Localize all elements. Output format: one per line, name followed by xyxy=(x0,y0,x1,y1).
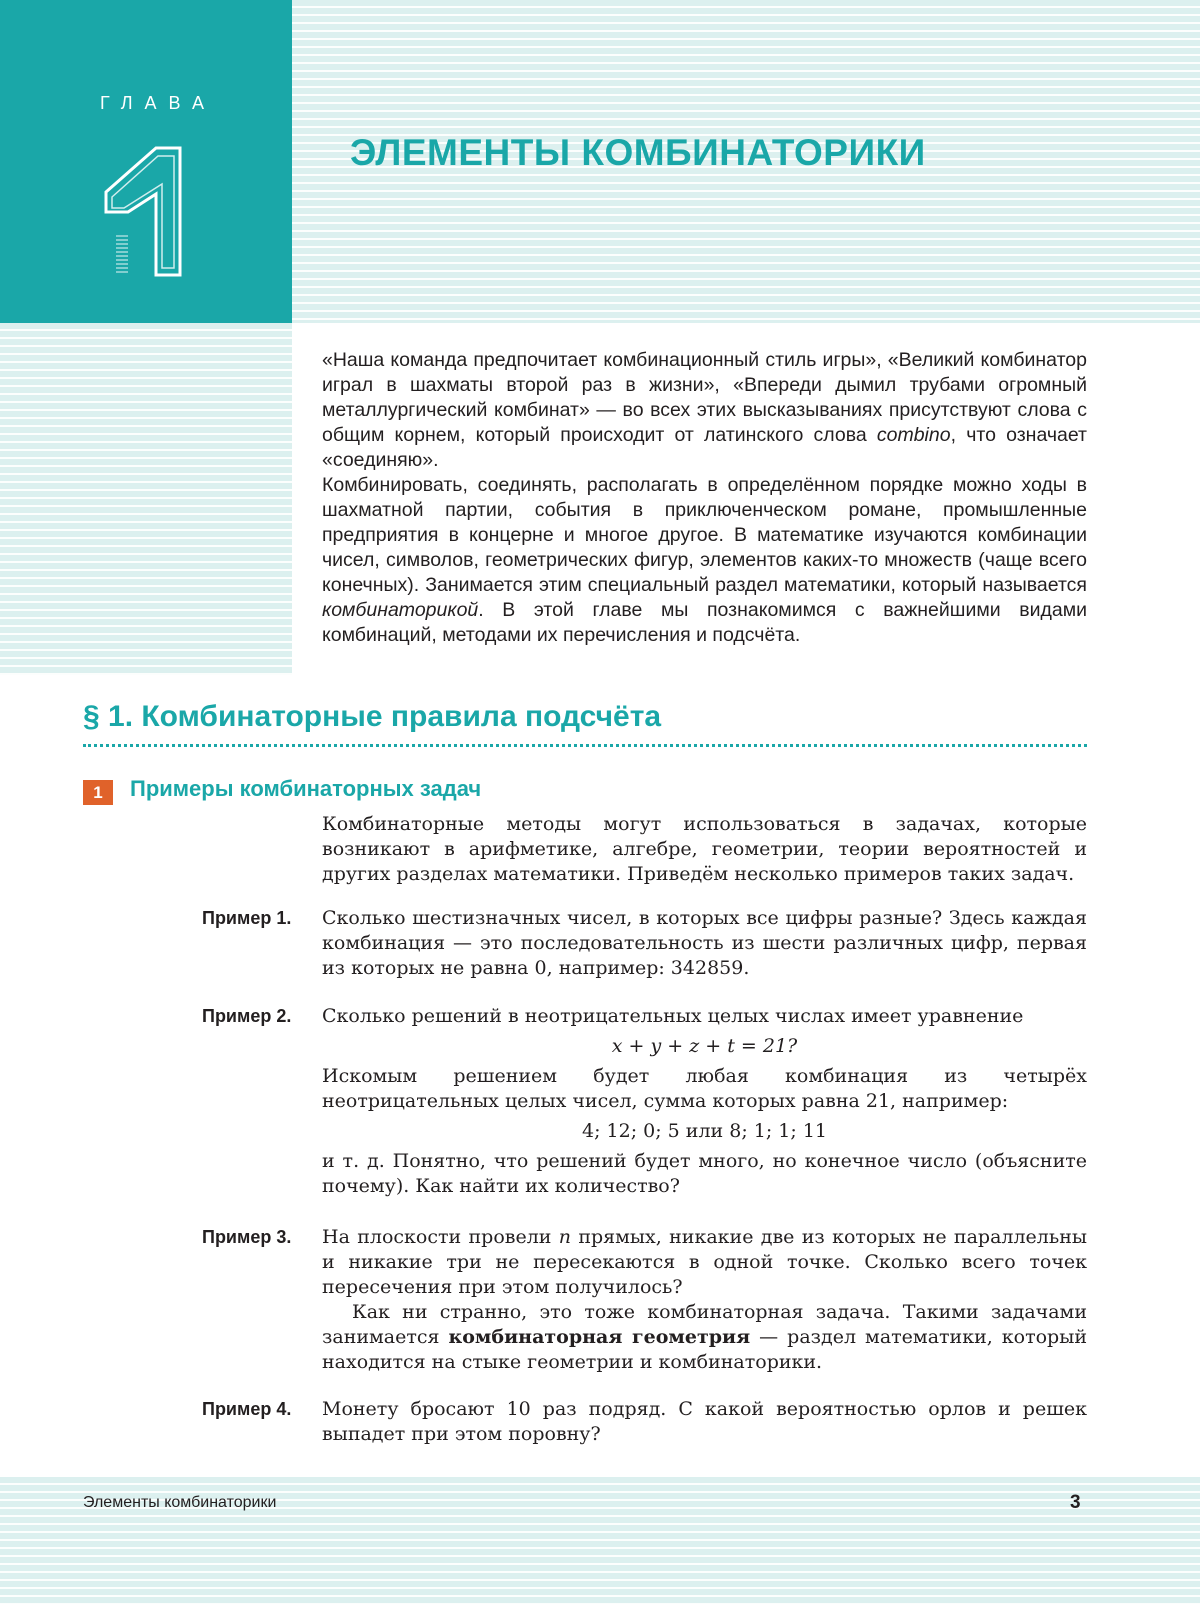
section-divider xyxy=(83,744,1087,747)
chapter-block xyxy=(0,0,292,323)
sample-solution: 4; 12; 0; 5 или 8; 1; 1; 11 xyxy=(581,1120,827,1142)
chapter-number: 1 xyxy=(144,265,155,284)
example-1-label: Пример 1. xyxy=(202,908,292,928)
example-1-text: Сколько шестизначных чисел, в которых все цифры разные? Здесь каждая комбинация — это последовательность из шести различных цифр, первая из которых не равна 0, например: 342859. xyxy=(322,907,1087,979)
example-4-label: Пример 4. xyxy=(202,1399,292,1419)
chapter-title: ЭЛЕМЕНТЫ КОМБИНАТОРИКИ xyxy=(350,132,926,173)
chapter-intro xyxy=(322,348,1087,648)
intro-paragraph-2: Комбинировать, соединять, располагать в определённом порядке можно ходы в шахматной партии, события в приключенческом романе, промышленные предприятия в концерне и многое другое. В математике изучаются комбинации чисел, символов, геометрических фигур, элементов каких-то множеств (чаще всего конечных). Занимается этим специальный раздел математики, который называется комбинаторикой. В этой главе мы познакомимся с важнейшими видами комбинаций, методами их перечисления и подсчёта. xyxy=(322,474,1087,646)
example-2-text: Сколько решений в неотрицательных целых числах имеет уравнение x + y + z + t = 21? Искомым решением будет любая комбинация из четырёх неотрицательных целых чисел, сумма которых равна 21, например: 4; 12; 0; 5 или 8; 1; 1; 11 и т. д. Понятно, что решений будет много, но конечное число (объясните почему). Как найти их количество? xyxy=(322,1005,1087,1197)
lead-paragraph: Комбинаторные методы могут использоваться в задачах, которые возникают в арифметике, алгебре, геометрии, теории вероятностей и других разделах математики. Приведём несколько примеров таких задач. xyxy=(322,813,1087,885)
example-2-label: Пример 2. xyxy=(202,1006,292,1026)
chapter-number-graphic xyxy=(94,140,194,290)
example-3-label: Пример 3. xyxy=(202,1227,292,1247)
intro-paragraph-1: «Наша команда предпочитает комбинационный стиль игры», «Великий комбинатор играл в шахматы второй раз в жизни», «Впереди дымил трубами огромный металлургический комбинат» — во всех этих высказываниях присутствуют слова с общим корнем, который происходит от латинского слова combino, что означает «соединяю». xyxy=(322,349,1087,471)
chapter-label: ГЛАВА xyxy=(100,93,216,113)
example-4-text: Монету бросают 10 раз подряд. С какой вероятностью орлов и решек выпадет при этом поровну? xyxy=(322,1398,1087,1445)
subsection-title: Примеры комбинаторных задач xyxy=(130,776,482,801)
equation: x + y + z + t = 21? xyxy=(611,1035,798,1057)
subsection-number-badge: 1 xyxy=(83,780,113,805)
example-3-text: На плоскости провели n прямых, никакие две из которых не параллельны и никакие три не пересекаются в одной точке. Сколько всего точек пересечения при этом получилось? Как ни странно, это тоже комбинаторная задача. Такими задачами занимается комбинаторная геометрия — раздел математики, который находится на стыке геометрии и комбинаторики. xyxy=(322,1226,1087,1373)
section-title: § 1. Комбинаторные правила подсчёта xyxy=(83,700,662,733)
page-number: 3 xyxy=(1070,1492,1081,1513)
margin-band xyxy=(0,323,292,675)
running-title: Элементы комбинаторики xyxy=(83,1494,277,1511)
